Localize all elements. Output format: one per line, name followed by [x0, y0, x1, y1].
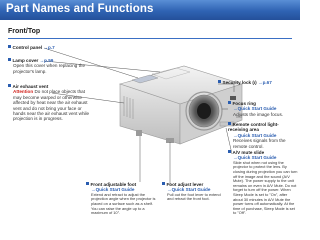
av-mute-link[interactable]: Quick Start Guide [237, 155, 277, 161]
focus-ring-link[interactable]: Quick Start Guide [237, 106, 277, 112]
callout-front-foot: Front adjustable foot →Quick Start Guide Extend and retract to adjust the projection angle when the projector is placed on a surface such as a shelf. You can raise the angle up to a maximum of 10°. [86, 182, 156, 216]
attention-label: Attention [13, 89, 34, 95]
lamp-cover-description: Open this cover when replacing the projector's lamp. [13, 63, 86, 74]
callout-av-mute: A/V mute slide →Quick Start Guide Slide shut when not using the projector to protect the lens. By closing during projection you can turn off the image and the sound (A/V Mute). The power supply to the unit remains on even in A/V Mute. Do not forget to turn off the power. When Sleep Mode is set to "On", after about 30 minutes in A/V Mute the power turns off automatically. At the time of purchase, Sleep Mode is set to "Off". [228, 150, 298, 216]
bullet-icon [8, 58, 11, 61]
arrow-icon: → [91, 187, 96, 193]
front-foot-description: Extend and retract to adjust the projection angle when the projector is placed on a surface such as a shelf. You can raise the angle up to a maximum of 10°. [91, 191, 156, 216]
bullet-icon [228, 122, 231, 125]
air-exhaust-description: Do not place objects that may become warped or otherwise affected by heat near the air exhaust vent and do not bring your face or hands near the air exhaust vent while projection is in progress. [13, 89, 90, 122]
remote-receiver-description: Receives signals from the remote control. [233, 138, 286, 149]
arrow-icon: → [167, 187, 172, 193]
bullet-icon [218, 80, 221, 83]
arrow-icon: → [233, 155, 238, 161]
arrow-icon: → [39, 58, 45, 63]
callout-air-exhaust: Air exhaust vent Attention Do not place objects that may become warped or otherwise affected by heat near the air exhaust vent and do not bring your face or hands near the air exhaust vent while projection is in progress. [8, 84, 92, 122]
arrow-icon: → [233, 132, 238, 138]
arrow-icon: → [258, 80, 263, 85]
callout-foot-lever: Foot adjust lever →Quick Start Guide Pull out the foot lever to extend and retract the front foot. [162, 182, 224, 202]
arrow-icon: → [233, 106, 238, 112]
remote-receiver-shape [230, 96, 236, 100]
control-panel-link[interactable]: p.7 [47, 45, 55, 50]
security-lock-link[interactable]: p.67 [262, 80, 272, 85]
focus-ring-description: Adjusts the image focus. [233, 111, 284, 117]
bullet-icon [162, 182, 165, 185]
av-mute-description: Slide shut when not using the projector to protect the lens. By closing during projection you can turn off the image and the sound (A/V Mute). The power supply to the unit remains on even in A/V Mute. Do not forget to turn off the power. When Sleep Mode is set to "On", after about 30 minutes in A/V Mute the power turns off automatically. At the time of purchase, Sleep Mode is set to "Off". [233, 159, 298, 216]
page-title: Part Names and Functions [6, 3, 154, 15]
front-foot-shape [136, 130, 142, 136]
lamp-cover-link[interactable]: p.59 [44, 58, 54, 63]
bullet-icon [228, 101, 231, 104]
lens-core [197, 103, 211, 119]
foot-lever-description: Pull out the foot lever to extend and retract the front foot. [167, 191, 221, 202]
callout-focus-ring: Focus ring →Quick Start Guide Adjusts the image focus. [228, 101, 298, 117]
callout-lamp-cover: Lamp cover →p.59 Open this cover when replacing the projector's lamp. [8, 58, 88, 74]
bullet-icon [228, 150, 231, 153]
front-foot-link[interactable]: Quick Start Guide [95, 187, 135, 193]
foot-lever-shape [166, 138, 174, 143]
section-divider [8, 38, 292, 39]
arrow-icon: → [43, 45, 48, 50]
bullet-icon [8, 45, 11, 48]
page-header [0, 0, 300, 20]
callout-remote-receiver: Remote control light-receiving area →Quick Start Guide Receives signals from the remote control. [228, 122, 298, 149]
bullet-icon [86, 182, 89, 185]
foot-lever-link[interactable]: Quick Start Guide [171, 187, 211, 193]
section-title: Front/Top [8, 28, 41, 35]
bullet-icon [8, 84, 11, 87]
callout-control-panel: Control panel →p.7 [8, 45, 88, 50]
callout-security-lock: Security lock (ı) →p.67 [218, 80, 298, 85]
remote-receiver-link[interactable]: Quick Start Guide [237, 132, 277, 138]
